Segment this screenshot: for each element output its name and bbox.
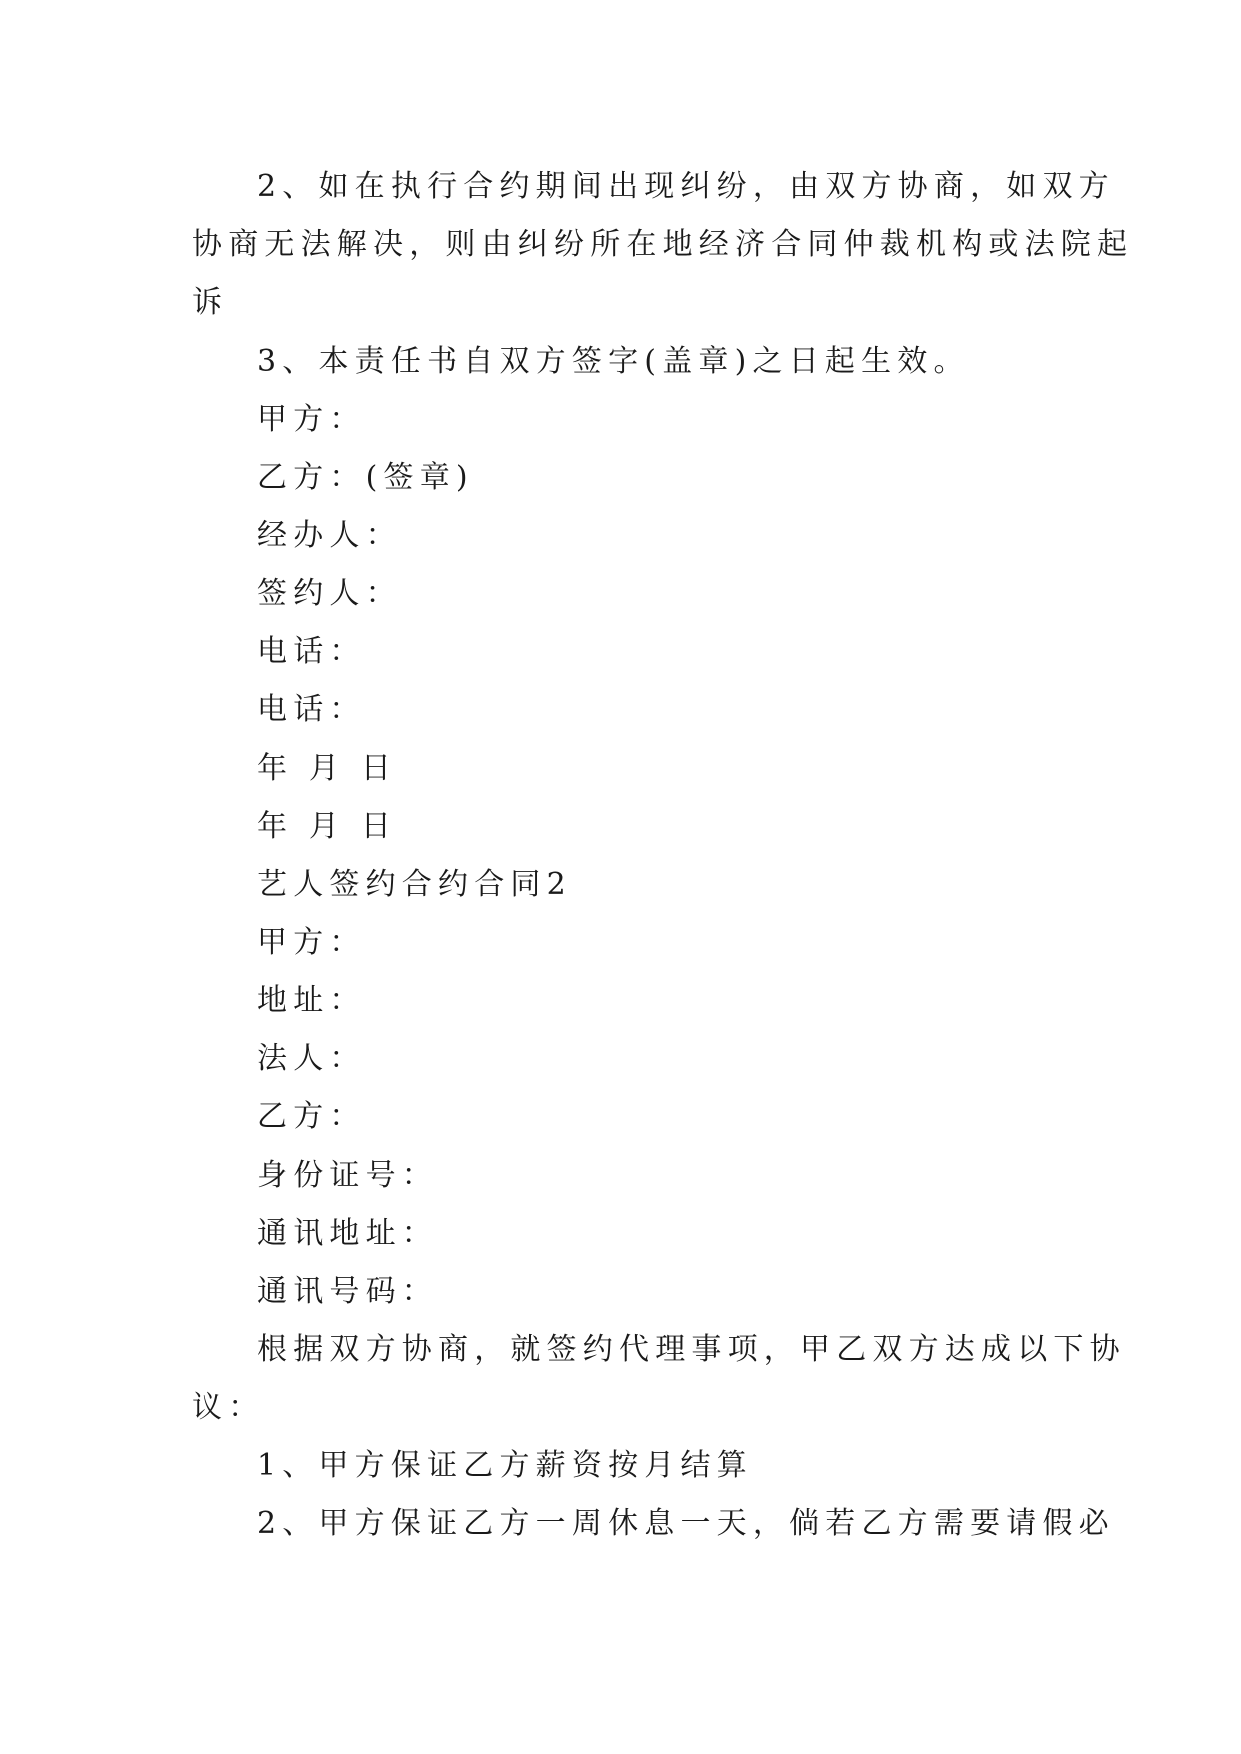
text-line: 通讯地址： <box>257 1216 438 1251</box>
text-line: 2、如在执行合约期间出现纠纷，由双方协商，如双方 <box>257 169 1115 204</box>
text-line: 年 月 日 <box>257 751 398 786</box>
text-line: 3、本责任书自双方签字(盖章)之日起生效。 <box>257 344 970 379</box>
text-line: 法人： <box>257 1041 366 1076</box>
text-line: 电话： <box>257 692 366 727</box>
text-line: 议： <box>192 1390 265 1425</box>
text-line: 甲方： <box>257 925 366 960</box>
text-line: 身份证号： <box>257 1158 438 1193</box>
text-line: 协商无法解决，则由纠纷所在地经济合同仲裁机构或法院起 <box>192 227 1134 262</box>
text-line: 甲方： <box>257 402 366 437</box>
text-line: 2、甲方保证乙方一周休息一天，倘若乙方需要请假必 <box>257 1506 1115 1541</box>
text-line: 1、甲方保证乙方薪资按月结算 <box>257 1448 753 1483</box>
text-line: 根据双方协商，就签约代理事项，甲乙双方达成以下协 <box>257 1332 1126 1367</box>
text-line: 乙方： <box>257 1099 366 1134</box>
text-line: 通讯号码： <box>257 1274 438 1309</box>
text-line: 签约人： <box>257 576 402 611</box>
text-line: 年 月 日 <box>257 809 398 844</box>
text-line: 地址： <box>257 983 366 1018</box>
text-line: 经办人： <box>257 518 402 553</box>
text-line: 乙方：(签章) <box>257 460 474 495</box>
text-line: 电话： <box>257 634 366 669</box>
text-line: 诉 <box>192 285 229 320</box>
section-heading: 艺人签约合约合同2 <box>257 867 572 902</box>
